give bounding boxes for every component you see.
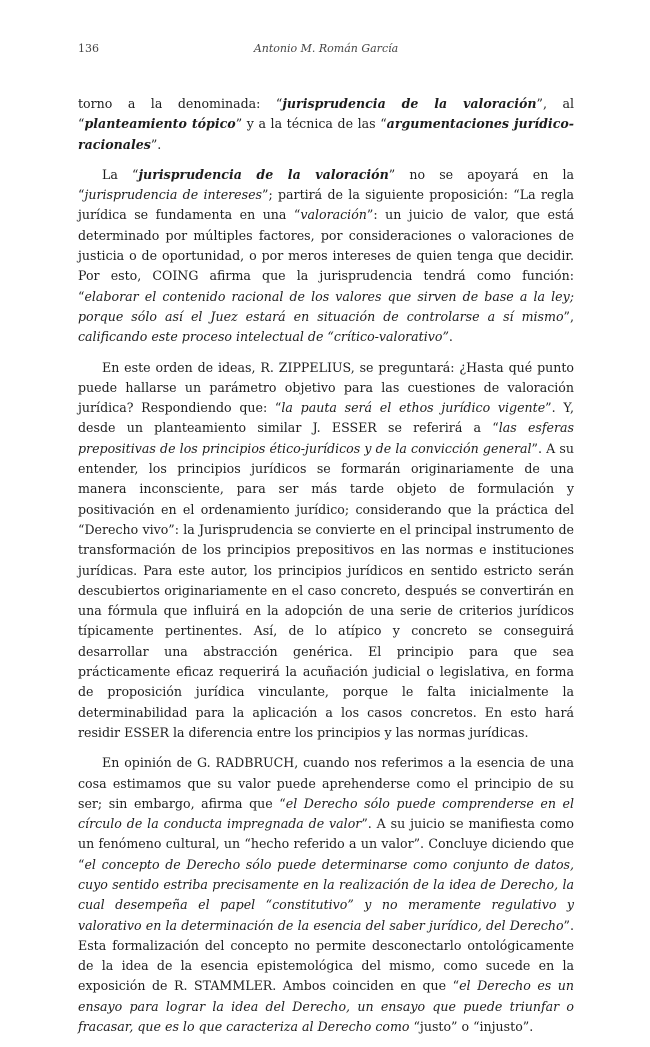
italic-run: el concepto de Derecho sólo puede determinarse como conjunto de datos, cuyo sentido estriba precisamente en la realización de la idea de Derecho, la cual desempeña el papel “constitutivo” y no meramente regulativo y valorativo en la determinación de la esencia del saber jurídico, del Derecho (78, 856, 574, 933)
text-run: ”. (150, 136, 162, 152)
bold-italic-run: argumentaciones jurídico-racionales (78, 116, 575, 152)
italic-run: elaborar el contenido racional de los valores que sirven de base a la ley; porque sólo así el Juez estará en situación de controlarse a sí mismo (78, 288, 574, 324)
text-run: ”. A su entender, los principios jurídicos se formarán originariamente de una manera inconsciente, para ser más tarde objeto de formulación y positivación en el ordenamiento jurídico; considerando que la práctica del “Derecho vivo”: la Jurisprudencia se convierte en el principal instrumento de transformación de los principios prepositivos en las normas e instituciones jurídicas. Para este autor, los principios jurídicos en sentido estricto serán descubiertos originariamente en el caso concreto, después se convertirán en una fórmula que influirá en la adopción de una serie de criterios jurídicos típicamente pertinentes. Así, de lo atípico y concreto se conseguirá desarrollar una abstracción genérica. El principio para que sea prácticamente eficaz requerirá la acuñación judicial o legislativa, en forma de proposición jurídica vinculante, porque le falta inicialmente la determinabilidad para la aplicación a los casos concretos. En esto hará residir ESSER la diferencia entre los principios y las normas jurídicas. (78, 440, 574, 740)
text-run: ”. A su juicio se manifiesta como un fenómeno cultural, un “hecho referido a un valor”. Concluye diciendo que “ (78, 816, 574, 872)
italic-run: el Derecho sólo puede comprenderse en el círculo de la conducta impregnada de valor (78, 795, 574, 832)
text-run: ”. Y, desde un planteamiento similar J. ESSER se referirá a “ (78, 400, 575, 436)
italic-run: el Derecho es un ensayo para lograr la idea del Derecho, un ensayo que puede triunfar o fracasar, que es lo que caracteriza al Derecho como (78, 978, 574, 1035)
running-author: Antonio M. Román García (253, 42, 399, 55)
text-run: “justo” o “injusto”. (409, 1019, 534, 1035)
text-run: . (448, 329, 453, 345)
text-run: En este orden de ideas, R. ZIPPELIUS, se preguntará: ¿Hasta qué punto puede hallarse un parámetro objetivo para las cuestiones de valoración jurídica? Respondiendo que: “ (78, 359, 574, 416)
body-text (78, 94, 574, 1047)
italic-run: valoración (300, 207, 367, 223)
text-run: ”, al “ (78, 96, 574, 132)
text-run: torno a la denominada: “ (78, 96, 283, 111)
italic-run: jurisprudencia de intereses (84, 187, 262, 203)
bold-italic-run: planteamiento tópico (84, 116, 236, 132)
page-number: 136 (78, 42, 99, 55)
paragraph (78, 165, 574, 348)
text-run: ” y a la técnica de las “ (235, 116, 387, 132)
italic-run: calificando este proceso intelectual de “crítico-valorativo” (78, 329, 449, 345)
bold-italic-run: jurisprudencia de la valoración (138, 166, 389, 182)
italic-run: la pauta será el ethos jurídico vigente (281, 400, 546, 416)
text-run: En opinión de G. RADBRUCH, cuando nos referimos a la esencia de una cosa estimamos que su valor puede aprehenderse como el principio de su ser; sin embargo, afirma que “ (78, 755, 574, 811)
italic-run: las esferas prepositivas de los principios ético-jurídicos y de la convicción general (78, 420, 575, 456)
text-run: La “ (102, 166, 139, 182)
paragraph (78, 358, 574, 744)
paragraph (78, 753, 574, 1037)
text-run: ”, (563, 308, 574, 324)
text-run: ” no se apoyará en la “ (78, 166, 574, 203)
text-run: ”; partirá de la siguiente proposición: “La regla jurídica se fundamenta en una “ (78, 187, 574, 223)
text-run: ”. Esta formalización del concepto no permite desconectarlo ontológicamente de la idea de la esencia epistemológica del mismo, como sucede en la exposición de R. STAMMLER. Ambos coinciden en que “ (78, 917, 574, 994)
running-header (78, 42, 574, 62)
bold-italic-run: jurisprudencia de la valoración (282, 96, 537, 111)
text-run: ”: un juicio de valor, que está determinado por múltiples factores, por consideraciones o valoraciones de justicia o de oportunidad, o por meros intereses de quien tenga que decidir. Por esto, COING afirma que la jurisprudencia tendrá como función: “ (78, 207, 574, 304)
paragraph (78, 94, 574, 155)
